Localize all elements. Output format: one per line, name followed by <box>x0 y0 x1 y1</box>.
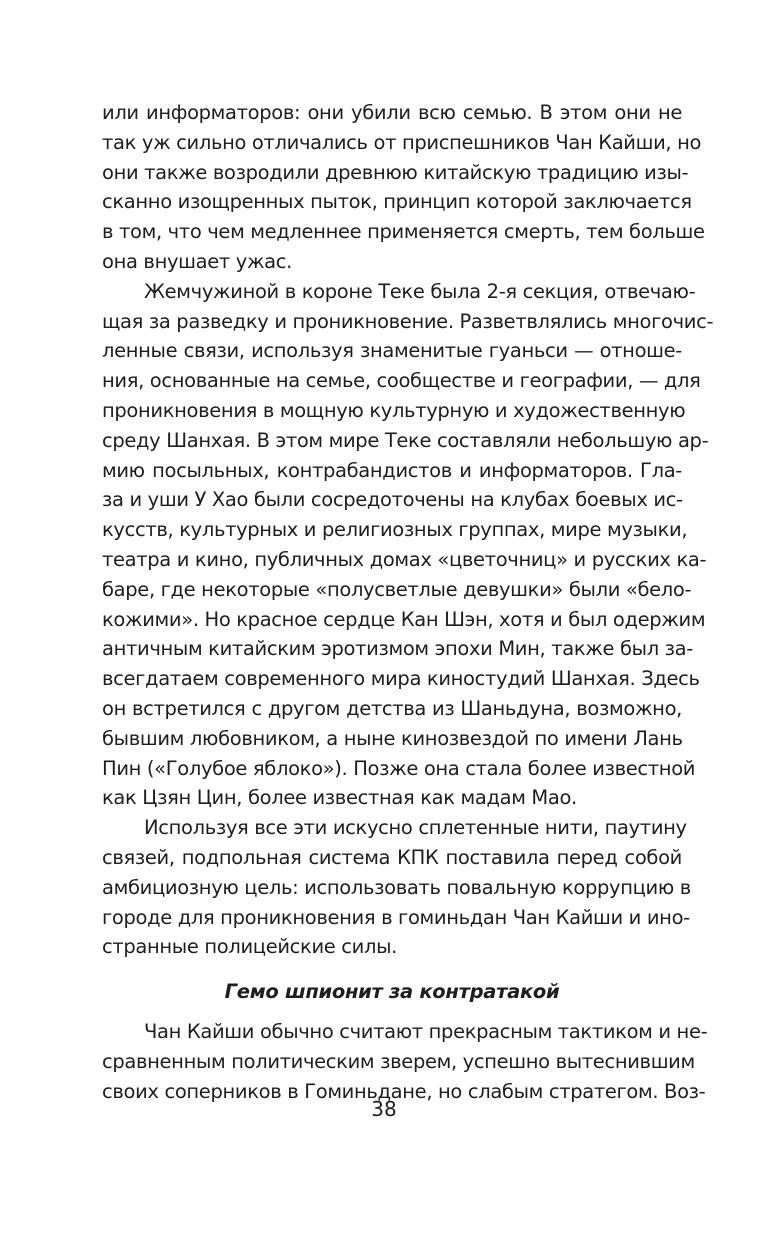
text-line: ленные связи, используя знаменитые гуаньси — отноше- <box>102 339 682 363</box>
text-line: Пин («Голубое яблоко»). Позже она стала более известной <box>102 756 696 780</box>
text-line: сканно изощренных пыток, принцип которой заключается <box>102 190 692 214</box>
text-line: Используя все эти искусно сплетенные нити, паутину <box>144 816 687 840</box>
text-line: античным китайским эротизмом эпохи Мин, также был за- <box>102 637 693 661</box>
text-line: баре, где некоторые «полусветлые девушки» были «бело- <box>102 577 692 601</box>
text-line: связей, подпольная система КПК поставила перед собой <box>102 845 682 869</box>
section-heading: Гемо шпионит за контратакой <box>224 980 560 1004</box>
paragraph-3 <box>102 813 691 962</box>
text-line: городе для проникновения в гоминьдан Чан Кайши и ино- <box>102 905 690 929</box>
text-line: ния, основанные на семье, сообществе и географии, — для <box>102 369 701 393</box>
text-line: кожими». Но красное сердце Кан Шэн, хотя и был одержим <box>102 607 706 631</box>
text-line: своих соперников в Гоминьдане, но слабым стратегом. Воз- <box>102 1079 706 1103</box>
text-line: кусств, культурных и религиозных группах, мире музыки, <box>102 518 688 542</box>
text-line: странные полицейские силы. <box>102 935 397 959</box>
text-line: она внушает ужас. <box>102 249 292 273</box>
text-line: бывшим любовником, а ныне кинозвездой по имени Лань <box>102 726 683 750</box>
text-line: сравненным политическим зверем, успешно вытеснившим <box>102 1049 695 1073</box>
text-line: Чан Кайши обычно считают прекрасным тактиком и не- <box>144 1019 708 1043</box>
text-line: амбициозную цель: использовать повальную коррупцию в <box>102 875 691 899</box>
paragraph-1 <box>102 98 705 277</box>
body-text <box>102 98 714 1106</box>
text-line: проникновения в мощную культурную и художественную <box>102 398 686 422</box>
text-line: мию посыльных, контрабандистов и информаторов. Гла- <box>102 458 682 482</box>
paragraph-4 <box>102 1017 708 1106</box>
text-line: среду Шанхая. В этом мире Теке составляли небольшую ар- <box>102 428 709 452</box>
page-number: 38 <box>371 1097 397 1121</box>
text-line: или информаторов: они убили всю семью. В этом они не <box>102 101 682 124</box>
text-line: он встретился с другом детства из Шаньдуна, возможно, <box>102 696 682 720</box>
text-line: театра и кино, публичных домах «цветочниц» и русских ка- <box>102 547 707 571</box>
text-line: всегдатаем современного мира киностудий Шанхая. Здесь <box>102 667 700 691</box>
text-line: так уж сильно отличались от приспешников Чан Кайши, но <box>102 130 702 154</box>
text-line: как Цзян Цин, более известная как мадам Мао. <box>102 786 577 810</box>
text-line: в том, что чем медленнее применяется смерть, тем больше <box>102 220 705 244</box>
paragraph-2 <box>102 277 714 813</box>
text-line: Жемчужиной в короне Теке была 2-я секция, отвечаю- <box>144 279 696 303</box>
text-line: щая за разведку и проникновение. Разветвлялись многочис- <box>102 309 714 333</box>
text-line: за и уши У Хао были сосредоточены на клубах боевых ис- <box>102 488 683 512</box>
text-line: они также возродили древнюю китайскую традицию изы- <box>102 160 689 184</box>
